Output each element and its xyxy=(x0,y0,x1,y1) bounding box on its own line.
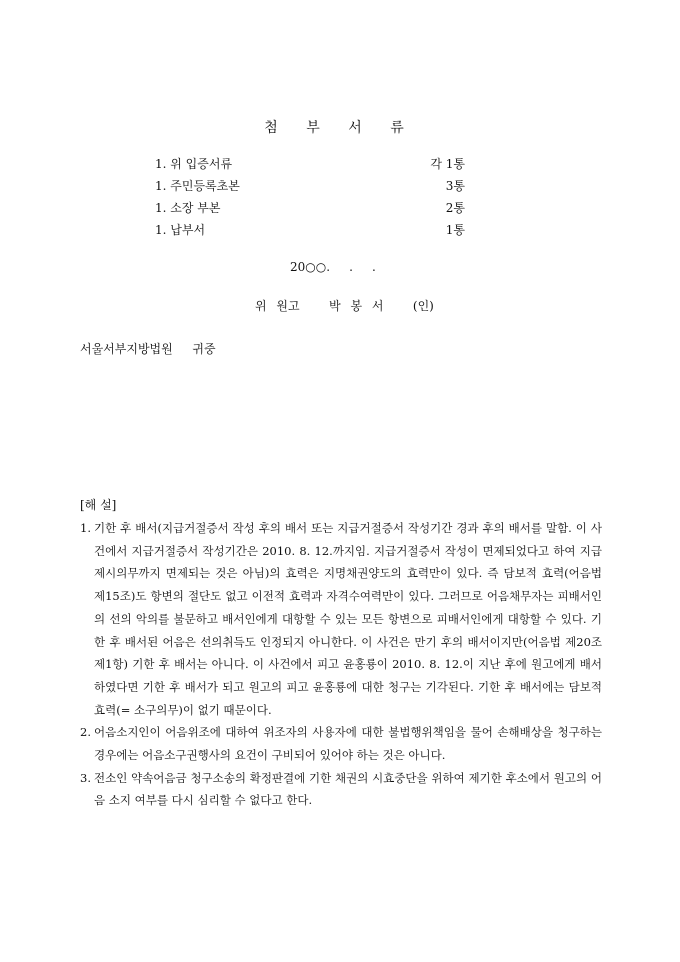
court-addressee: 서울서부지방법원 귀중 xyxy=(80,342,216,356)
attachment-item xyxy=(155,197,465,219)
attachment-name: 1. 위 입증서류 xyxy=(155,157,233,171)
attachment-name: 1. 소장 부본 xyxy=(155,201,221,215)
note-number: 1. xyxy=(80,521,91,535)
attachment-list xyxy=(155,153,465,241)
note-text: 전소인 약속어음금 청구소송의 확정판결에 기한 채권의 시효중단을 위하여 제기한 후소에서 원고의 어음 소지 여부를 다시 심리할 수 없다고 한다. xyxy=(94,770,602,808)
attachment-name: 1. 납부서 xyxy=(155,223,206,237)
commentary-note xyxy=(80,721,602,766)
signer-line: 위 원고 박 봉 서 (인) xyxy=(255,299,434,313)
attachment-count: 3통 xyxy=(445,179,465,193)
attachment-count: 각 1통 xyxy=(430,157,465,171)
commentary-section xyxy=(80,493,602,812)
document-date: 20○○. . . xyxy=(290,260,376,274)
attachment-item xyxy=(155,175,465,197)
note-text: 어음소지인이 어음위조에 대하여 위조자의 사용자에 대한 불법행위책임을 물어 손해배상을 청구하는 경우에는 어음소구권행사의 요건이 구비되어 있어야 하는 것은 아니다. xyxy=(94,725,602,763)
attachment-item xyxy=(155,153,465,175)
note-text: 기한 후 배서(지급거절증서 작성 후의 배서 또는 지급거절증서 작성기간 경과 후의 배서를 말함. 이 사건에서 지급거절증서 작성기간은 2010. 8. 12.까지임. 지급거절증서 작성이 면제되었다고 하여 지급제시의무까지 면제되는 것은 아님)의 효력은 지명채권양도의 효력만이 있다. 즉 담보적 효력(어음법 제15조)도 항변의 절단도 없고 이전적 효력과 자격수여력만이 있다. 그러므로 어음채무자는 피배서인의 선의 악의를 불문하고 배서인에게 대항할 수 있는 모든 항변으로 피배서인에게 대항할 수 있다. 기한 후 배서된 어음은 선의취득도 인정되지 아니한다. 이 사건은 만기 후의 배서이지만(어음법 제20조 제1항) 기한 후 배서는 아니다. 이 사건에서 피고 윤홍룡이 2010. 8. 12.이 지난 후에 원고에게 배서하였다면 기한 후 배서가 되고 원고의 피고 윤홍룡에 대한 청구는 기각된다. 기한 후 배서에는 담보적 효력(= 소구의무)이 없기 때문이다. xyxy=(94,521,602,717)
commentary-note xyxy=(80,767,602,812)
commentary-note xyxy=(80,517,602,721)
document-title: 첨 부 서 류 xyxy=(264,120,416,136)
attachment-count: 2통 xyxy=(445,201,465,215)
attachment-count: 1통 xyxy=(445,223,465,237)
note-number: 3. xyxy=(80,770,91,785)
commentary-heading: [해 설] xyxy=(80,498,117,512)
attachment-item xyxy=(155,219,465,241)
note-number: 2. xyxy=(80,725,91,740)
attachment-name: 1. 주민등록초본 xyxy=(155,179,240,193)
